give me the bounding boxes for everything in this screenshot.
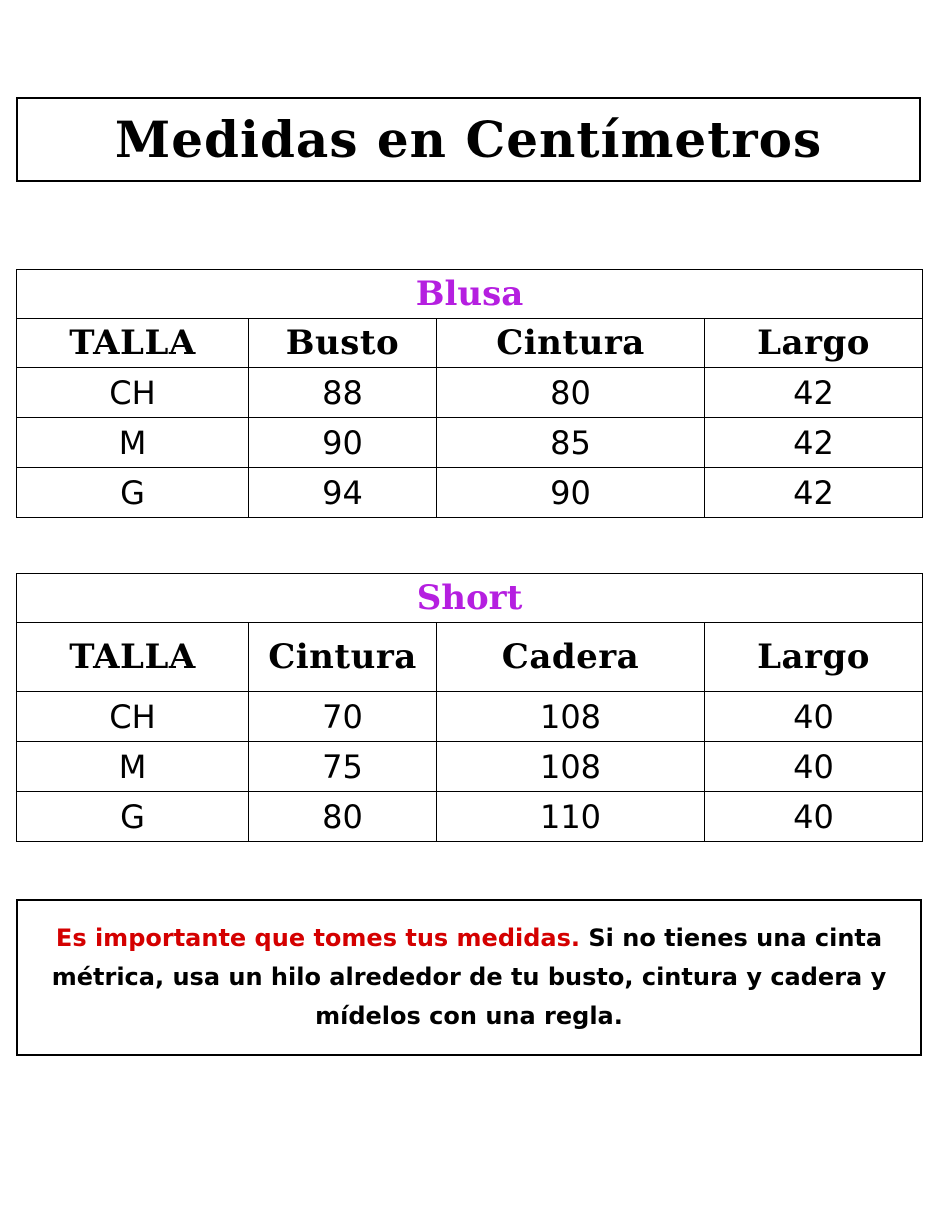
cell-talla: CH <box>17 692 249 742</box>
cell-busto: 94 <box>249 468 437 518</box>
short-caption: Short <box>17 574 923 623</box>
table-row <box>17 468 923 518</box>
short-header-row <box>17 623 923 692</box>
cell-largo: 40 <box>705 692 923 742</box>
measurement-note <box>38 919 900 1036</box>
cell-talla: CH <box>17 368 249 418</box>
column-header-cintura: Cintura <box>249 623 437 692</box>
table-row <box>17 742 923 792</box>
cell-cintura: 80 <box>437 368 705 418</box>
blusa-header-row <box>17 319 923 368</box>
table-row <box>17 692 923 742</box>
table-row <box>17 792 923 842</box>
cell-largo: 42 <box>705 468 923 518</box>
cell-talla: M <box>17 742 249 792</box>
column-header-largo: Largo <box>705 623 923 692</box>
cell-largo: 40 <box>705 742 923 792</box>
blusa-size-table <box>16 269 923 518</box>
cell-cintura: 70 <box>249 692 437 742</box>
cell-cintura: 80 <box>249 792 437 842</box>
page-title: Medidas en Centímetros <box>114 110 823 169</box>
cell-largo: 42 <box>705 368 923 418</box>
cell-talla: M <box>17 418 249 468</box>
cell-talla: G <box>17 468 249 518</box>
cell-largo: 40 <box>705 792 923 842</box>
cell-busto: 88 <box>249 368 437 418</box>
blusa-caption: Blusa <box>17 270 923 319</box>
cell-cintura: 90 <box>437 468 705 518</box>
cell-cadera: 108 <box>437 742 705 792</box>
column-header-busto: Busto <box>249 319 437 368</box>
cell-cintura: 75 <box>249 742 437 792</box>
cell-busto: 90 <box>249 418 437 468</box>
column-header-talla: TALLA <box>17 623 249 692</box>
note-body: Si no tienes una cinta métrica, usa un hilo alrededor de tu busto, cintura y cadera y mídelos con una regla. <box>51 924 887 1030</box>
cell-talla: G <box>17 792 249 842</box>
column-header-talla: TALLA <box>17 319 249 368</box>
column-header-cintura: Cintura <box>437 319 705 368</box>
table-row <box>17 418 923 468</box>
title-box <box>16 97 921 182</box>
cell-cadera: 108 <box>437 692 705 742</box>
short-size-table <box>16 573 923 842</box>
note-highlight: Es importante que tomes tus medidas. <box>55 924 581 952</box>
column-header-largo: Largo <box>705 319 923 368</box>
measurement-note-box <box>16 899 922 1056</box>
column-header-cadera: Cadera <box>437 623 705 692</box>
cell-cintura: 85 <box>437 418 705 468</box>
cell-largo: 42 <box>705 418 923 468</box>
table-row <box>17 368 923 418</box>
cell-cadera: 110 <box>437 792 705 842</box>
